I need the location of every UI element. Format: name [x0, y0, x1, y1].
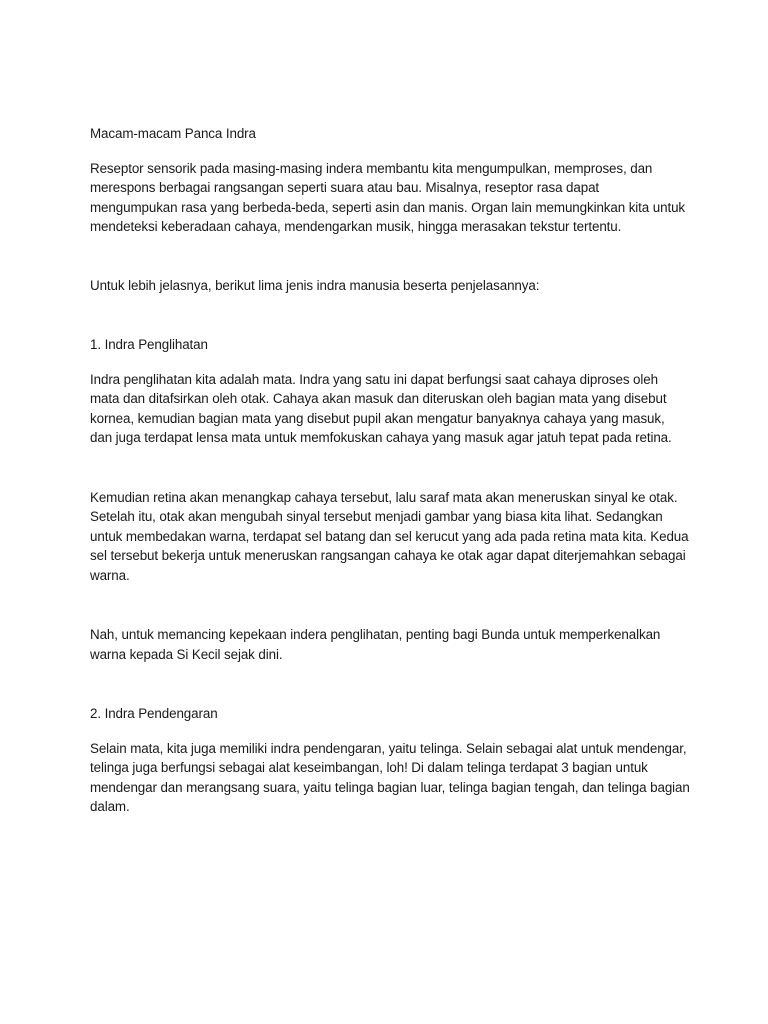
- document-body: [90, 124, 690, 857]
- section-paragraph: Indra penglihatan kita adalah mata. Indra yang satu ini dapat berfungsi saat cahaya diproses oleh mata dan ditafsirkan oleh otak. Cahaya akan masuk dan diteruskan oleh bagian mata yang disebut kornea, kemudian bagian mata yang disebut pupil akan mengatur banyaknya cahaya yang masuk, dan juga terdapat lensa mata untuk memfokuskan cahaya yang masuk agar jatuh tepat pada retina.: [90, 371, 672, 445]
- section-paragraph: Selain mata, kita juga memiliki indra pendengaran, yaitu telinga. Selain sebagai alat untuk mendengar, telinga juga berfungsi sebagai alat keseimbangan, loh! Di dalam telinga terdapat 3 bagian untuk mendengar dan merangsang suara, yaitu telinga bagian luar, telinga bagian tengah, dan telinga bagian dalam.: [90, 740, 690, 814]
- section-heading-penglihatan: 1. Indra Penglihatan: [90, 337, 208, 352]
- section-paragraph: Kemudian retina akan menangkap cahaya tersebut, lalu saraf mata akan meneruskan sinyal ke otak. Setelah itu, otak akan mengubah sinyal tersebut menjadi gambar yang biasa kita lihat. Sedangkan untuk membedakan warna, terdapat sel batang dan sel kerucut yang ada pada retina mata kita. Kedua sel tersebut bekerja untuk meneruskan rangsangan cahaya ke otak agar dapat diterjemahkan sebagai warna.: [90, 489, 689, 583]
- section-heading-pendengaran: 2. Indra Pendengaran: [90, 706, 218, 721]
- intro-paragraph: Reseptor sensorik pada masing-masing indera membantu kita mengumpulkan, memproses, dan merespons berbagai rangsangan seperti suara atau bau. Misalnya, reseptor rasa dapat mengumpukan rasa yang berbeda-beda, seperti asin dan manis. Organ lain memungkinkan kita untuk mendeteksi keberadaan cahaya, mendengarkan musik, hingga merasakan tekstur tertentu.: [90, 160, 686, 234]
- document-title: Macam-macam Panca Indra: [90, 126, 256, 141]
- lead-paragraph: Untuk lebih jelasnya, berikut lima jenis indra manusia beserta penjelasannya:: [90, 277, 540, 293]
- section-paragraph: Nah, untuk memancing kepekaan indera penglihatan, penting bagi Bunda untuk memperkenalkan warna kepada Si Kecil sejak dini.: [90, 627, 661, 662]
